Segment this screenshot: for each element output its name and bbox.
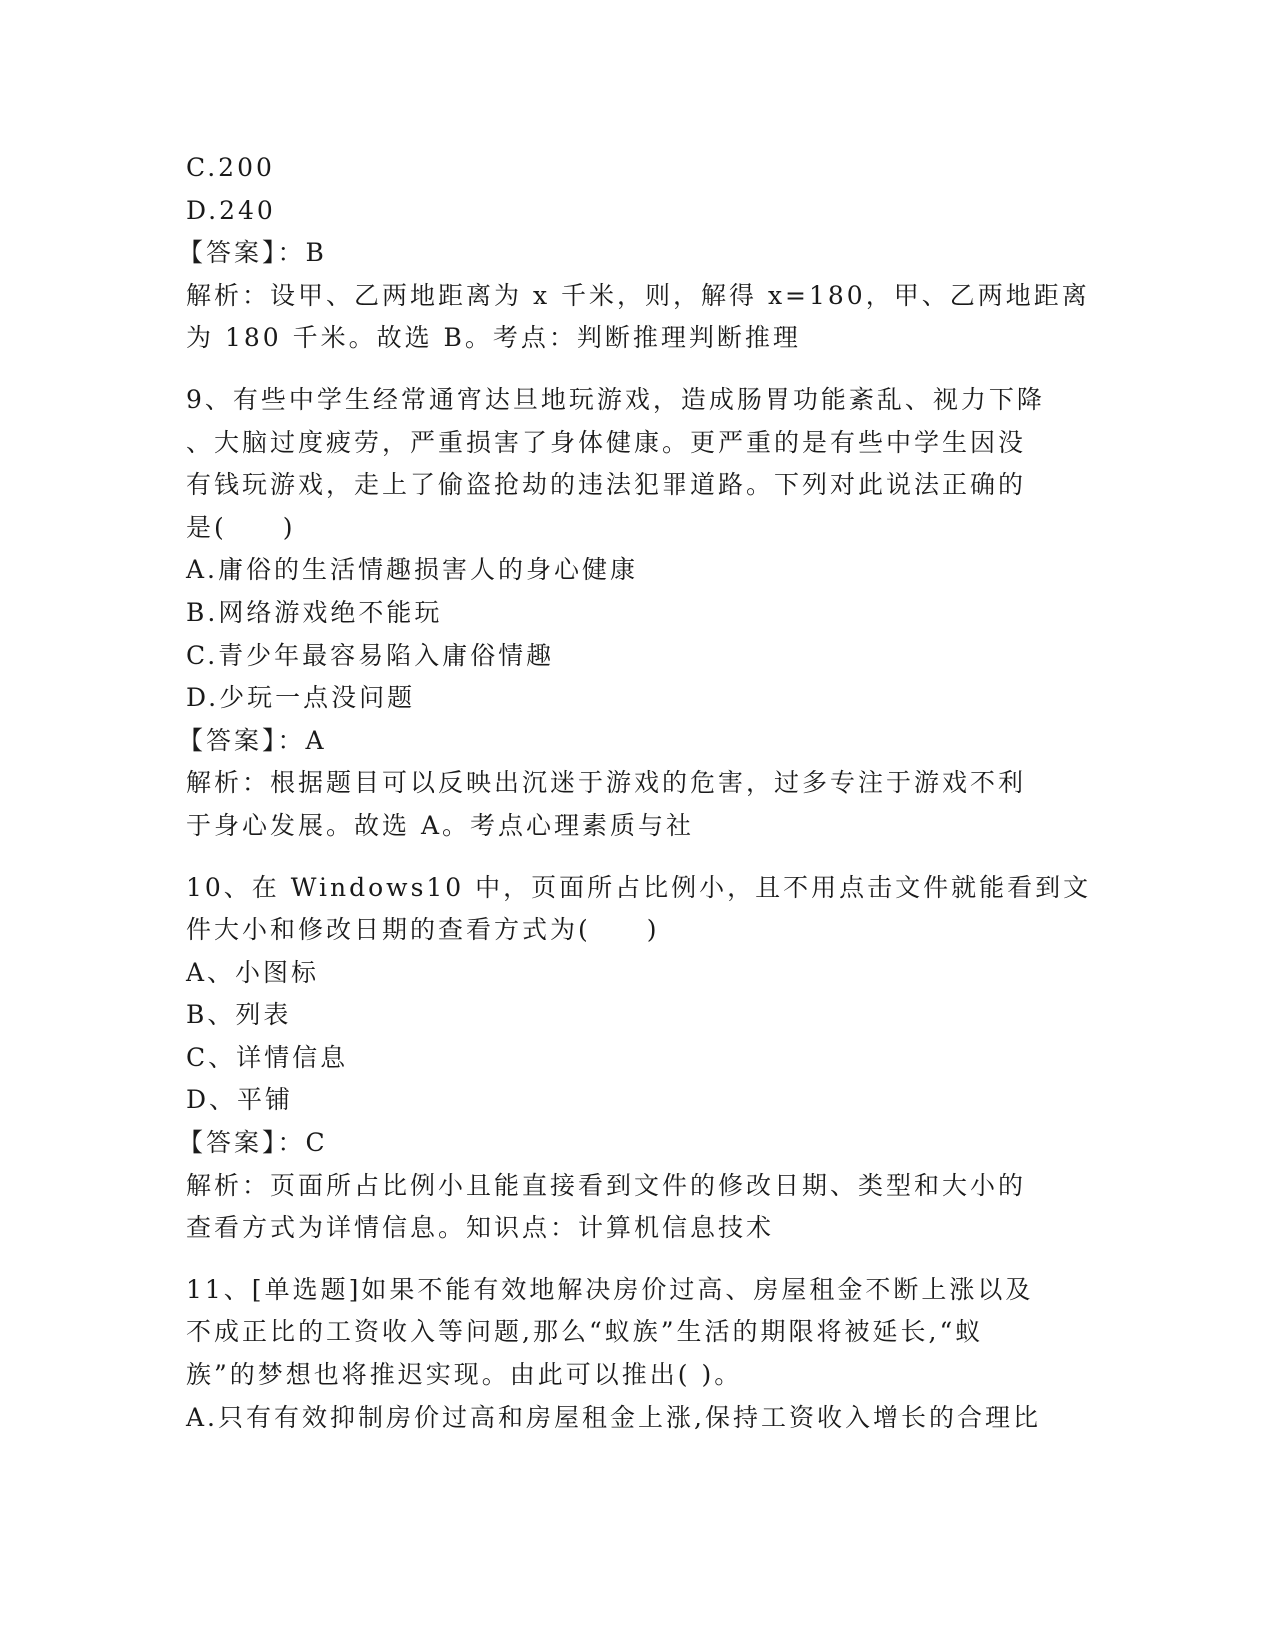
q9-option-b: B.网络游戏绝不能玩 [186, 597, 443, 627]
q10-stem-line-1: 10、在 Windows10 中，页面所占比例小，且不用点击文件就能看到文 [186, 872, 1092, 902]
q8-analysis-line-2: 为 180 千米。故选 B。考点：判断推理判断推理 [186, 323, 801, 353]
q10-stem-line-2: 件大小和修改日期的查看方式为( ) [186, 915, 660, 945]
q11-option-a: A.只有有效抑制房价过高和房屋租金上涨,保持工资收入增长的合理比 [186, 1402, 1041, 1432]
q10-option-a: A、小图标 [186, 957, 320, 987]
q10-option-c: C、详情信息 [186, 1042, 349, 1072]
q10-answer: 【答案】：C [178, 1128, 328, 1158]
q11-stem-line-3: 族”的梦想也将推迟实现。由此可以推出( )。 [186, 1360, 743, 1390]
q10-option-d: D、平铺 [186, 1085, 294, 1115]
q8-option-c: C.200 [186, 153, 275, 182]
paragraph-gap [186, 1250, 1076, 1269]
paragraph-gap [186, 360, 1076, 379]
q9-option-a: A.庸俗的生活情趣损害人的身心健康 [186, 555, 639, 585]
q9-option-d: D.少玩一点没问题 [186, 683, 416, 713]
q9-answer: 【答案】：A [178, 725, 327, 755]
q11-stem-line-1: 11、[单选题]如果不能有效地解决房价过高、房屋租金不断上涨以及 [186, 1274, 1034, 1304]
q8-option-d: D.240 [186, 195, 276, 225]
q9-stem-line-2: 、大脑过度疲劳，严重损害了身体健康。更严重的是有些中学生因没 [186, 427, 1027, 457]
paragraph-gap [186, 848, 1076, 867]
q11-stem-line-2: 不成正比的工资收入等问题,那么“蚁族”生活的期限将被延长,“蚁 [186, 1317, 984, 1347]
document-body [178, 147, 1092, 1439]
q9-analysis-line-2: 于身心发展。故选 A。考点心理素质与社 [186, 810, 695, 840]
q9-stem-line-4: 是( ) [186, 512, 296, 542]
q10-analysis-line-2: 查看方式为详情信息。知识点：计算机信息技术 [186, 1213, 775, 1243]
q10-analysis-line-1: 解析：页面所占比例小且能直接看到文件的修改日期、类型和大小的 [186, 1170, 1027, 1200]
q8-analysis-line-1: 解析：设甲、乙两地距离为 x 千米，则，解得 x=180，甲、乙两地距离 [186, 280, 1090, 310]
q9-stem-line-3: 有钱玩游戏，走上了偷盗抢劫的违法犯罪道路。下列对此说法正确的 [186, 470, 1027, 500]
q8-answer: 【答案】：B [178, 238, 327, 268]
q9-stem-line-1: 9、有些中学生经常通宵达旦地玩游戏，造成肠胃功能紊乱、视力下降 [186, 384, 1045, 414]
q9-option-c: C.青少年最容易陷入庸俗情趣 [186, 640, 555, 670]
q10-option-b: B、列表 [186, 1000, 292, 1030]
q9-analysis-line-1: 解析：根据题目可以反映出沉迷于游戏的危害，过多专注于游戏不利 [186, 768, 1027, 798]
